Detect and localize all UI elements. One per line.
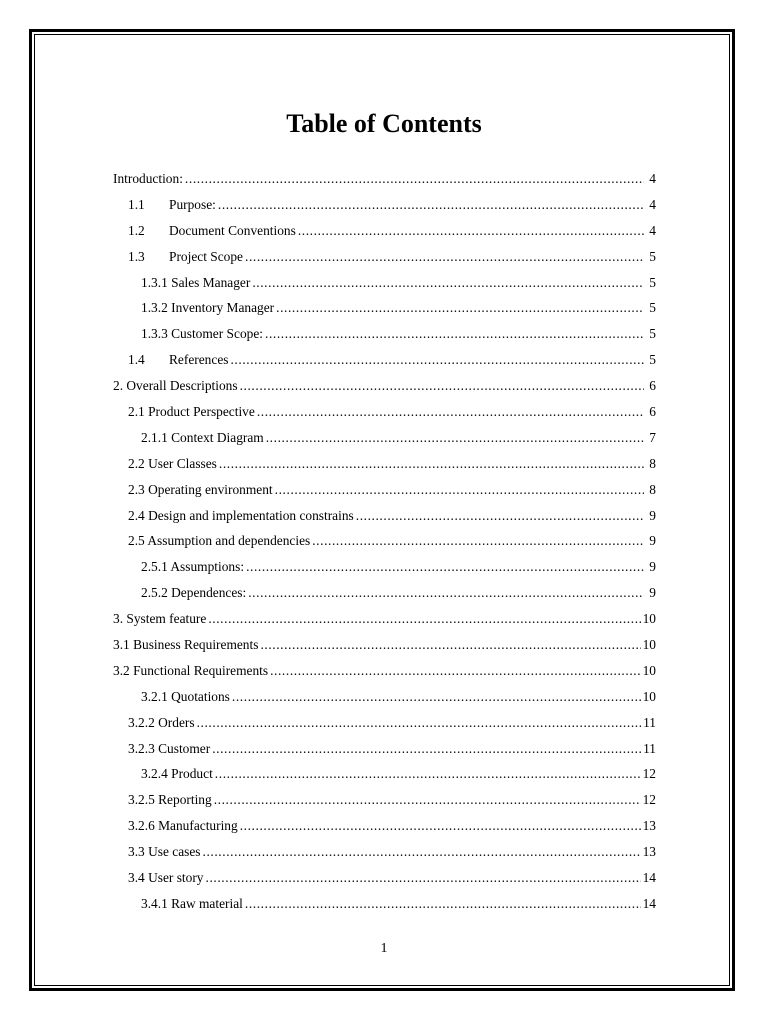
toc-entry-label: Introduction: [113,171,183,186]
toc-entry-number: 1.1 [128,196,145,212]
toc-entry[interactable] [113,425,656,451]
toc-entry-label: 3.4.1 Raw material [141,895,243,911]
toc-dot-leader [203,839,641,865]
toc-entry-label: 3.2.3 Customer [128,740,211,756]
toc-entry[interactable] [113,839,656,865]
toc-dot-leader [245,244,644,270]
toc-dot-leader [312,528,644,554]
toc-entry-page: 9 [649,585,656,601]
toc-entry-label: 3.2.4 Product [141,766,213,782]
toc-entry-page: 10 [642,662,656,678]
toc-entry-page: 9 [649,559,656,575]
toc-entry[interactable] [113,295,656,321]
toc-dot-leader [257,399,644,425]
toc-entry-label: 3. System feature [113,611,207,627]
toc-dot-leader [232,684,641,710]
toc-entry[interactable] [113,503,656,529]
toc-entry-label: 1.3.3 Customer Scope: [141,326,263,342]
toc-entry-label: 2.4 Design and implementation constrains [128,507,354,523]
toc-entry[interactable] [113,218,656,244]
toc-entry[interactable] [113,710,656,736]
toc-entry[interactable] [113,787,656,813]
toc-dot-leader [240,813,641,839]
toc-entry[interactable] [113,166,656,192]
toc-entry-label: 2.1 Product Perspective [128,404,255,420]
toc-dot-leader [197,710,642,736]
toc-dot-leader [248,580,644,606]
toc-entry[interactable] [113,477,656,503]
toc-entry[interactable] [113,192,656,218]
toc-entry-page: 9 [649,507,656,523]
toc-entry-page: 12 [642,766,656,782]
toc-entry-page: 4 [649,196,656,212]
toc-entry-page: 4 [649,222,656,238]
toc-entry-label: 3.4 User story [128,870,204,886]
toc-entry-label: 2.3 Operating environment [128,481,273,497]
toc-entry-label: 2.5.1 Assumptions: [141,559,245,575]
toc-entry[interactable] [113,347,656,373]
toc-entry-page: 5 [649,248,656,264]
toc-entry-page: 14 [642,870,656,886]
toc-entry-page: 10 [642,611,656,627]
toc-entry[interactable] [113,813,656,839]
toc-dot-leader [218,192,644,218]
toc-dot-leader [212,736,641,762]
toc-dot-leader [265,321,644,347]
toc-entry-label: Document Conventions [169,222,296,238]
toc-entry-page: 13 [642,818,656,834]
toc-entry[interactable] [113,451,656,477]
toc-entry-page: 6 [649,404,656,420]
toc-entry-label: 3.2.6 Manufacturing [128,818,238,834]
toc-entry[interactable] [113,528,656,554]
toc-dot-leader [214,787,641,813]
toc-entry-page: 13 [642,844,656,860]
toc-dot-leader [275,477,644,503]
toc-dot-leader [356,503,644,529]
toc-dot-leader [208,606,640,632]
toc-entry-label: Project Scope [169,248,244,264]
toc-dot-leader [266,425,644,451]
toc-dot-leader [245,891,641,917]
toc-dot-leader [206,865,641,891]
toc-dot-leader [219,451,644,477]
toc-entry-page: 8 [649,455,656,471]
page-title: Table of Contents [286,109,482,138]
toc-entry[interactable] [113,270,656,296]
toc-entry-number: 1.3 [128,248,145,264]
toc-entry-label: References [169,352,229,368]
toc-entry-label: 2. Overall Descriptions [113,378,238,394]
toc-entry-page: 12 [642,792,656,808]
toc-dot-leader [215,761,641,787]
toc-entry-label: 1.3.1 Sales Manager [141,274,251,290]
toc-entry[interactable] [113,321,656,347]
toc-entry[interactable] [113,580,656,606]
toc-entry-label: 2.5.2 Dependences: [141,585,247,601]
toc-entry-page: 5 [649,352,656,368]
toc-entry-page: 7 [649,429,656,445]
toc-entry-label: 3.3 Use cases [128,844,201,860]
toc-entry-page: 14 [642,895,656,911]
toc-entry-label: 3.2.1 Quotations [141,688,230,704]
toc-entry-page: 5 [649,274,656,290]
toc-entry[interactable] [113,891,656,917]
toc-entry-label: 2.5 Assumption and dependencies [128,533,311,549]
table-of-contents [113,166,656,917]
toc-dot-leader [298,218,644,244]
toc-entry[interactable] [113,865,656,891]
toc-dot-leader [230,347,644,373]
toc-entry[interactable] [113,761,656,787]
toc-entry[interactable] [113,658,656,684]
toc-entry-page: 10 [642,688,656,704]
toc-entry-label: 3.2.5 Reporting [128,792,212,808]
toc-entry-page: 4 [649,171,656,186]
toc-entry-label: 2.2 User Classes [128,455,217,471]
toc-entry-label: 3.2.2 Orders [128,714,195,730]
toc-entry-page: 9 [649,533,656,549]
toc-entry[interactable] [113,244,656,270]
toc-entry-page: 10 [642,637,656,653]
toc-entry-number: 1.4 [128,352,145,368]
toc-entry-number: 1.2 [128,222,145,238]
toc-entry[interactable] [113,736,656,762]
toc-entry-label: 2.1.1 Context Diagram [141,429,264,445]
toc-entry[interactable] [113,606,656,632]
toc-dot-leader [252,270,644,296]
toc-entry-page: 5 [649,326,656,342]
toc-entry-page: 5 [649,300,656,316]
toc-entry-label: 1.3.2 Inventory Manager [141,300,275,316]
toc-entry-label: Purpose: [169,196,216,212]
toc-entry-label: 3.1 Business Requirements [113,637,259,653]
toc-entry-page: 8 [649,481,656,497]
toc-entry[interactable] [113,554,656,580]
toc-dot-leader [276,295,644,321]
toc-entry[interactable] [113,373,656,399]
toc-entry-page: 6 [649,378,656,394]
toc-dot-leader [240,373,644,399]
toc-dot-leader [246,554,644,580]
toc-entry-page: 11 [643,714,656,730]
toc-entry[interactable] [113,632,656,658]
toc-dot-leader [260,632,640,658]
toc-entry-label: 3.2 Functional Requirements [113,662,269,678]
toc-entry-page: 11 [643,740,656,756]
page-number: 1 [380,941,388,956]
toc-dot-leader [185,166,644,192]
toc-entry[interactable] [113,684,656,710]
toc-dot-leader [270,658,641,684]
toc-entry[interactable] [113,399,656,425]
